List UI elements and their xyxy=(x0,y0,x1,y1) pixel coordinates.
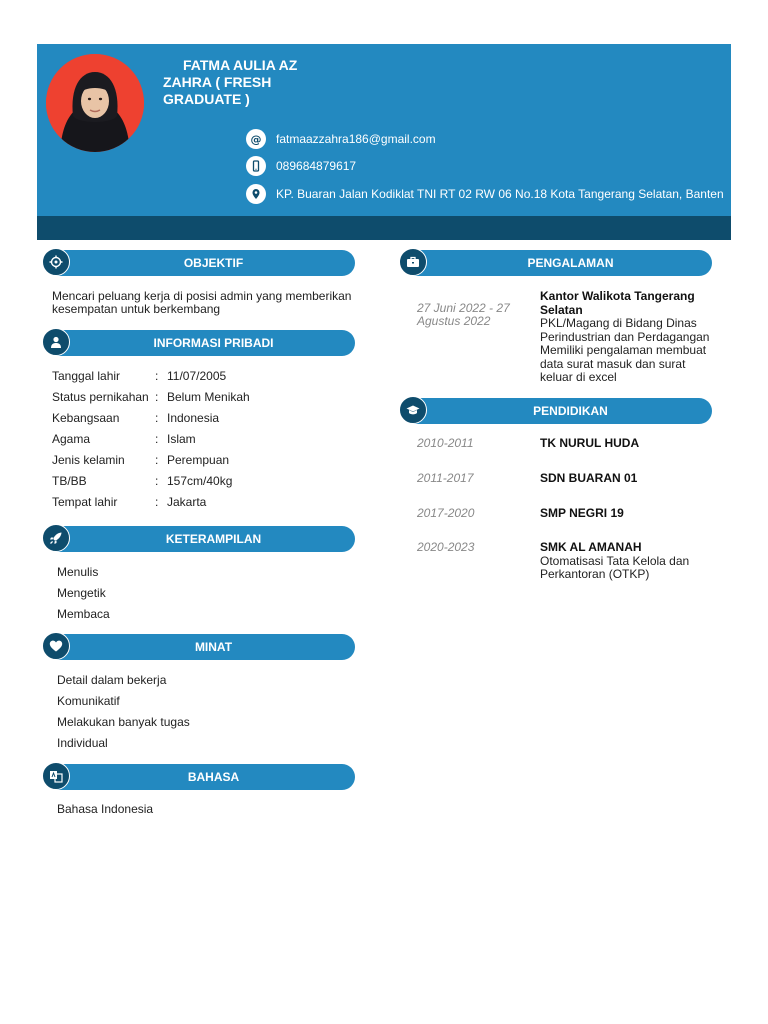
phone-text: 089684879617 xyxy=(276,159,357,173)
education-school: TK NURUL HUDA xyxy=(540,436,640,450)
education-date: 2010-2011 xyxy=(417,436,474,450)
info-value: 11/07/2005 xyxy=(167,369,227,383)
education-school: SMK AL AMANAH xyxy=(540,540,642,554)
translate-icon xyxy=(42,762,70,790)
section-header-bahasa xyxy=(42,764,355,790)
section-header-objektif xyxy=(42,250,355,276)
education-entry xyxy=(540,507,720,521)
education-entry xyxy=(540,541,720,582)
interest-item: Melakukan banyak tugas xyxy=(57,715,190,729)
section-title: BAHASA xyxy=(187,770,240,784)
phone-icon xyxy=(246,156,266,176)
experience-title: Kantor Walikota Tangerang Selatan xyxy=(540,289,695,317)
header-band xyxy=(37,216,731,240)
education-entry xyxy=(540,437,720,451)
education-date: 2011-2017 xyxy=(417,471,474,485)
interest-item: Komunikatif xyxy=(57,694,120,708)
experience-date: 27 Juni 2022 - 27 Agustus 2022 xyxy=(417,301,510,328)
section-header-minat xyxy=(42,634,355,660)
contact-phone xyxy=(246,156,356,176)
section-title: KETERAMPILAN xyxy=(165,532,262,546)
user-icon xyxy=(42,328,70,356)
education-entry xyxy=(540,472,720,486)
section-title: OBJEKTIF xyxy=(183,256,244,270)
heart-icon xyxy=(42,632,70,660)
info-label: Jenis kelamin xyxy=(52,453,125,467)
info-label: TB/BB xyxy=(52,474,87,488)
info-value: 157cm/40kg xyxy=(167,474,233,488)
info-value: Perempuan xyxy=(167,453,230,467)
education-date: 2017-2020 xyxy=(417,506,475,520)
info-value: Jakarta xyxy=(167,495,207,509)
skill-item: Menulis xyxy=(57,565,99,579)
education-school: SMP NEGRI 19 xyxy=(540,506,624,520)
info-value: Indonesia xyxy=(167,411,220,425)
experience-description: PKL/Magang di Bidang Dinas Perindustrian dan Perdagangan Memiliki pengalaman membuat data surat masuk dan surat keluar di excel xyxy=(540,316,710,384)
contact-email xyxy=(246,129,436,149)
location-pin-icon xyxy=(246,184,266,204)
section-header-pengalaman xyxy=(399,250,712,276)
info-colon: : xyxy=(155,411,159,425)
skill-item: Membaca xyxy=(57,607,110,621)
experience-entry xyxy=(540,290,720,385)
briefcase-icon xyxy=(399,248,427,276)
contact-address xyxy=(246,184,724,204)
interest-item: Detail dalam bekerja xyxy=(57,673,167,687)
info-colon: : xyxy=(155,453,159,467)
interest-item: Individual xyxy=(57,736,108,750)
education-school: SDN BUARAN 01 xyxy=(540,471,638,485)
candidate-name: FATMA AULIA AZ ZAHRA ( FRESH GRADUATE ) xyxy=(163,57,298,107)
address-text: KP. Buaran Jalan Kodiklat TNI RT 02 RW 06 No.18 Kota Tangerang Selatan, Banten xyxy=(276,187,724,201)
section-header-pendidikan xyxy=(399,398,712,424)
education-date: 2020-2023 xyxy=(417,540,475,554)
info-colon: : xyxy=(155,432,159,446)
email-text: fatmaazzahra186@gmail.com xyxy=(276,132,436,146)
info-colon: : xyxy=(155,495,159,509)
info-value: Belum Menikah xyxy=(167,390,250,404)
language-item: Bahasa Indonesia xyxy=(57,802,154,816)
info-label: Status pernikahan xyxy=(52,390,149,404)
info-value: Islam xyxy=(167,432,196,446)
info-colon: : xyxy=(155,474,159,488)
section-title: PENGALAMAN xyxy=(527,256,614,270)
info-label: Tanggal lahir xyxy=(52,369,121,383)
info-colon: : xyxy=(155,390,159,404)
education-major: Otomatisasi Tata Kelola dan Perkantoran (OTKP) xyxy=(540,553,690,581)
section-title: PENDIDIKAN xyxy=(533,404,608,418)
at-icon xyxy=(246,129,266,149)
profile-photo xyxy=(46,54,144,152)
info-colon: : xyxy=(155,369,159,383)
svg-text:@: @ xyxy=(250,133,262,145)
info-label: Tempat lahir xyxy=(52,495,118,509)
target-icon xyxy=(42,248,70,276)
info-label: Kebangsaan xyxy=(52,411,120,425)
rocket-icon xyxy=(42,524,70,552)
info-label: Agama xyxy=(52,432,91,446)
objective-text: Mencari peluang kerja di posisi admin yang memberikan kesempatan untuk berkembang xyxy=(52,289,352,316)
section-title: MINAT xyxy=(194,640,233,654)
section-title: INFORMASI PRIBADI xyxy=(153,336,274,350)
section-header-informasi-pribadi xyxy=(42,330,355,356)
skill-item: Mengetik xyxy=(57,586,106,600)
graduation-cap-icon xyxy=(399,396,427,424)
section-header-keterampilan xyxy=(42,526,355,552)
